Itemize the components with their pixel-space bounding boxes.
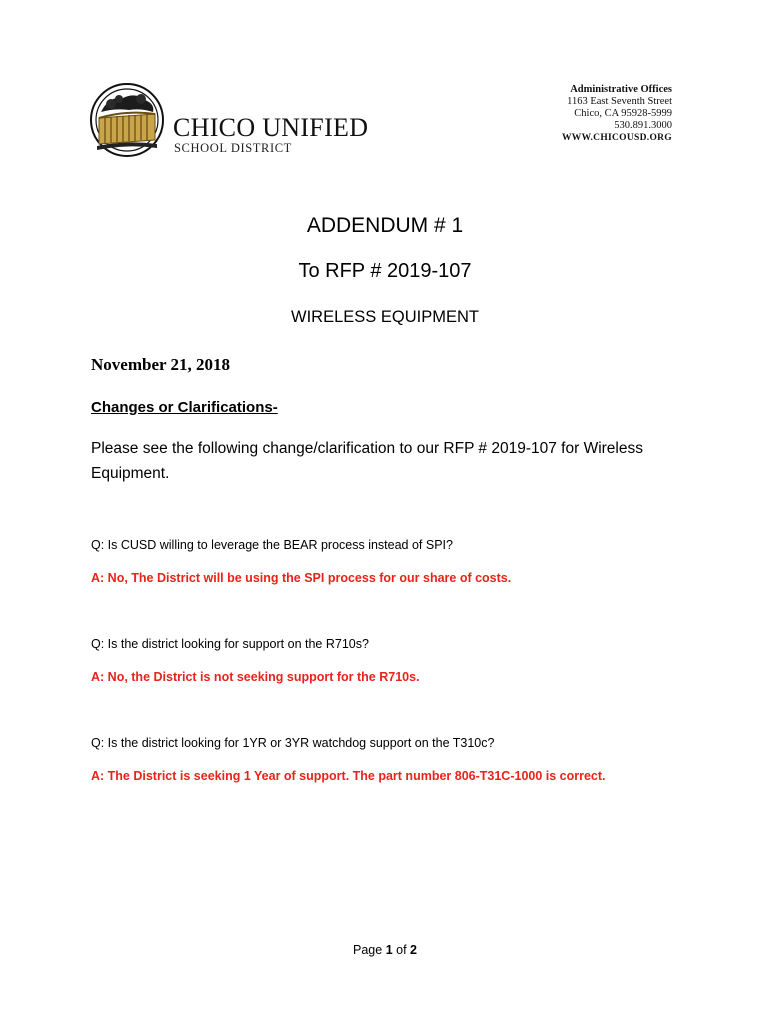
intro-paragraph: Please see the following change/clarification to our RFP # 2019-107 for Wireless Equipment. — [91, 440, 643, 482]
subject-heading: WIRELESS EQUIPMENT — [291, 308, 479, 326]
page-current: 1 — [385, 943, 393, 957]
office-line: 1163 East Seventh Street — [567, 96, 672, 107]
question-1: Q: Is CUSD willing to leverage the BEAR process instead of SPI? — [91, 538, 453, 552]
office-line: 530.891.3000 — [614, 120, 672, 131]
changes-heading: Changes or Clarifications- — [91, 399, 278, 416]
addendum-title: ADDENDUM # 1 — [306, 214, 464, 237]
office-title: Administrative Offices — [570, 84, 672, 95]
rfp-number: To RFP # 2019-107 — [298, 260, 472, 282]
page-label: Page — [353, 943, 383, 957]
document-date: November 21, 2018 — [91, 355, 230, 374]
page-of-label: of — [396, 943, 407, 957]
page-footer — [0, 943, 770, 957]
page-total: 2 — [410, 943, 417, 957]
question-2: Q: Is the district looking for support on the R710s? — [91, 637, 369, 651]
website-link[interactable]: WWW.CHICOUSD.ORG — [561, 133, 672, 143]
answer-3: A: The District is seeking 1 Year of support. The part number 806-T31C-1000 is correct. — [91, 769, 606, 783]
question-3: Q: Is the district looking for 1YR or 3YR watchdog support on the T310c? — [91, 736, 495, 750]
office-address — [562, 84, 672, 144]
answer-2: A: No, the District is not seeking support for the R710s. — [91, 670, 420, 684]
office-line: Chico, CA 95928-5999 — [574, 108, 672, 119]
answer-1: A: No, The District will be using the SPI process for our share of costs. — [91, 571, 512, 585]
district-subtitle: SCHOOL DISTRICT — [174, 141, 292, 155]
district-name: CHICO UNIFIED — [173, 113, 369, 142]
